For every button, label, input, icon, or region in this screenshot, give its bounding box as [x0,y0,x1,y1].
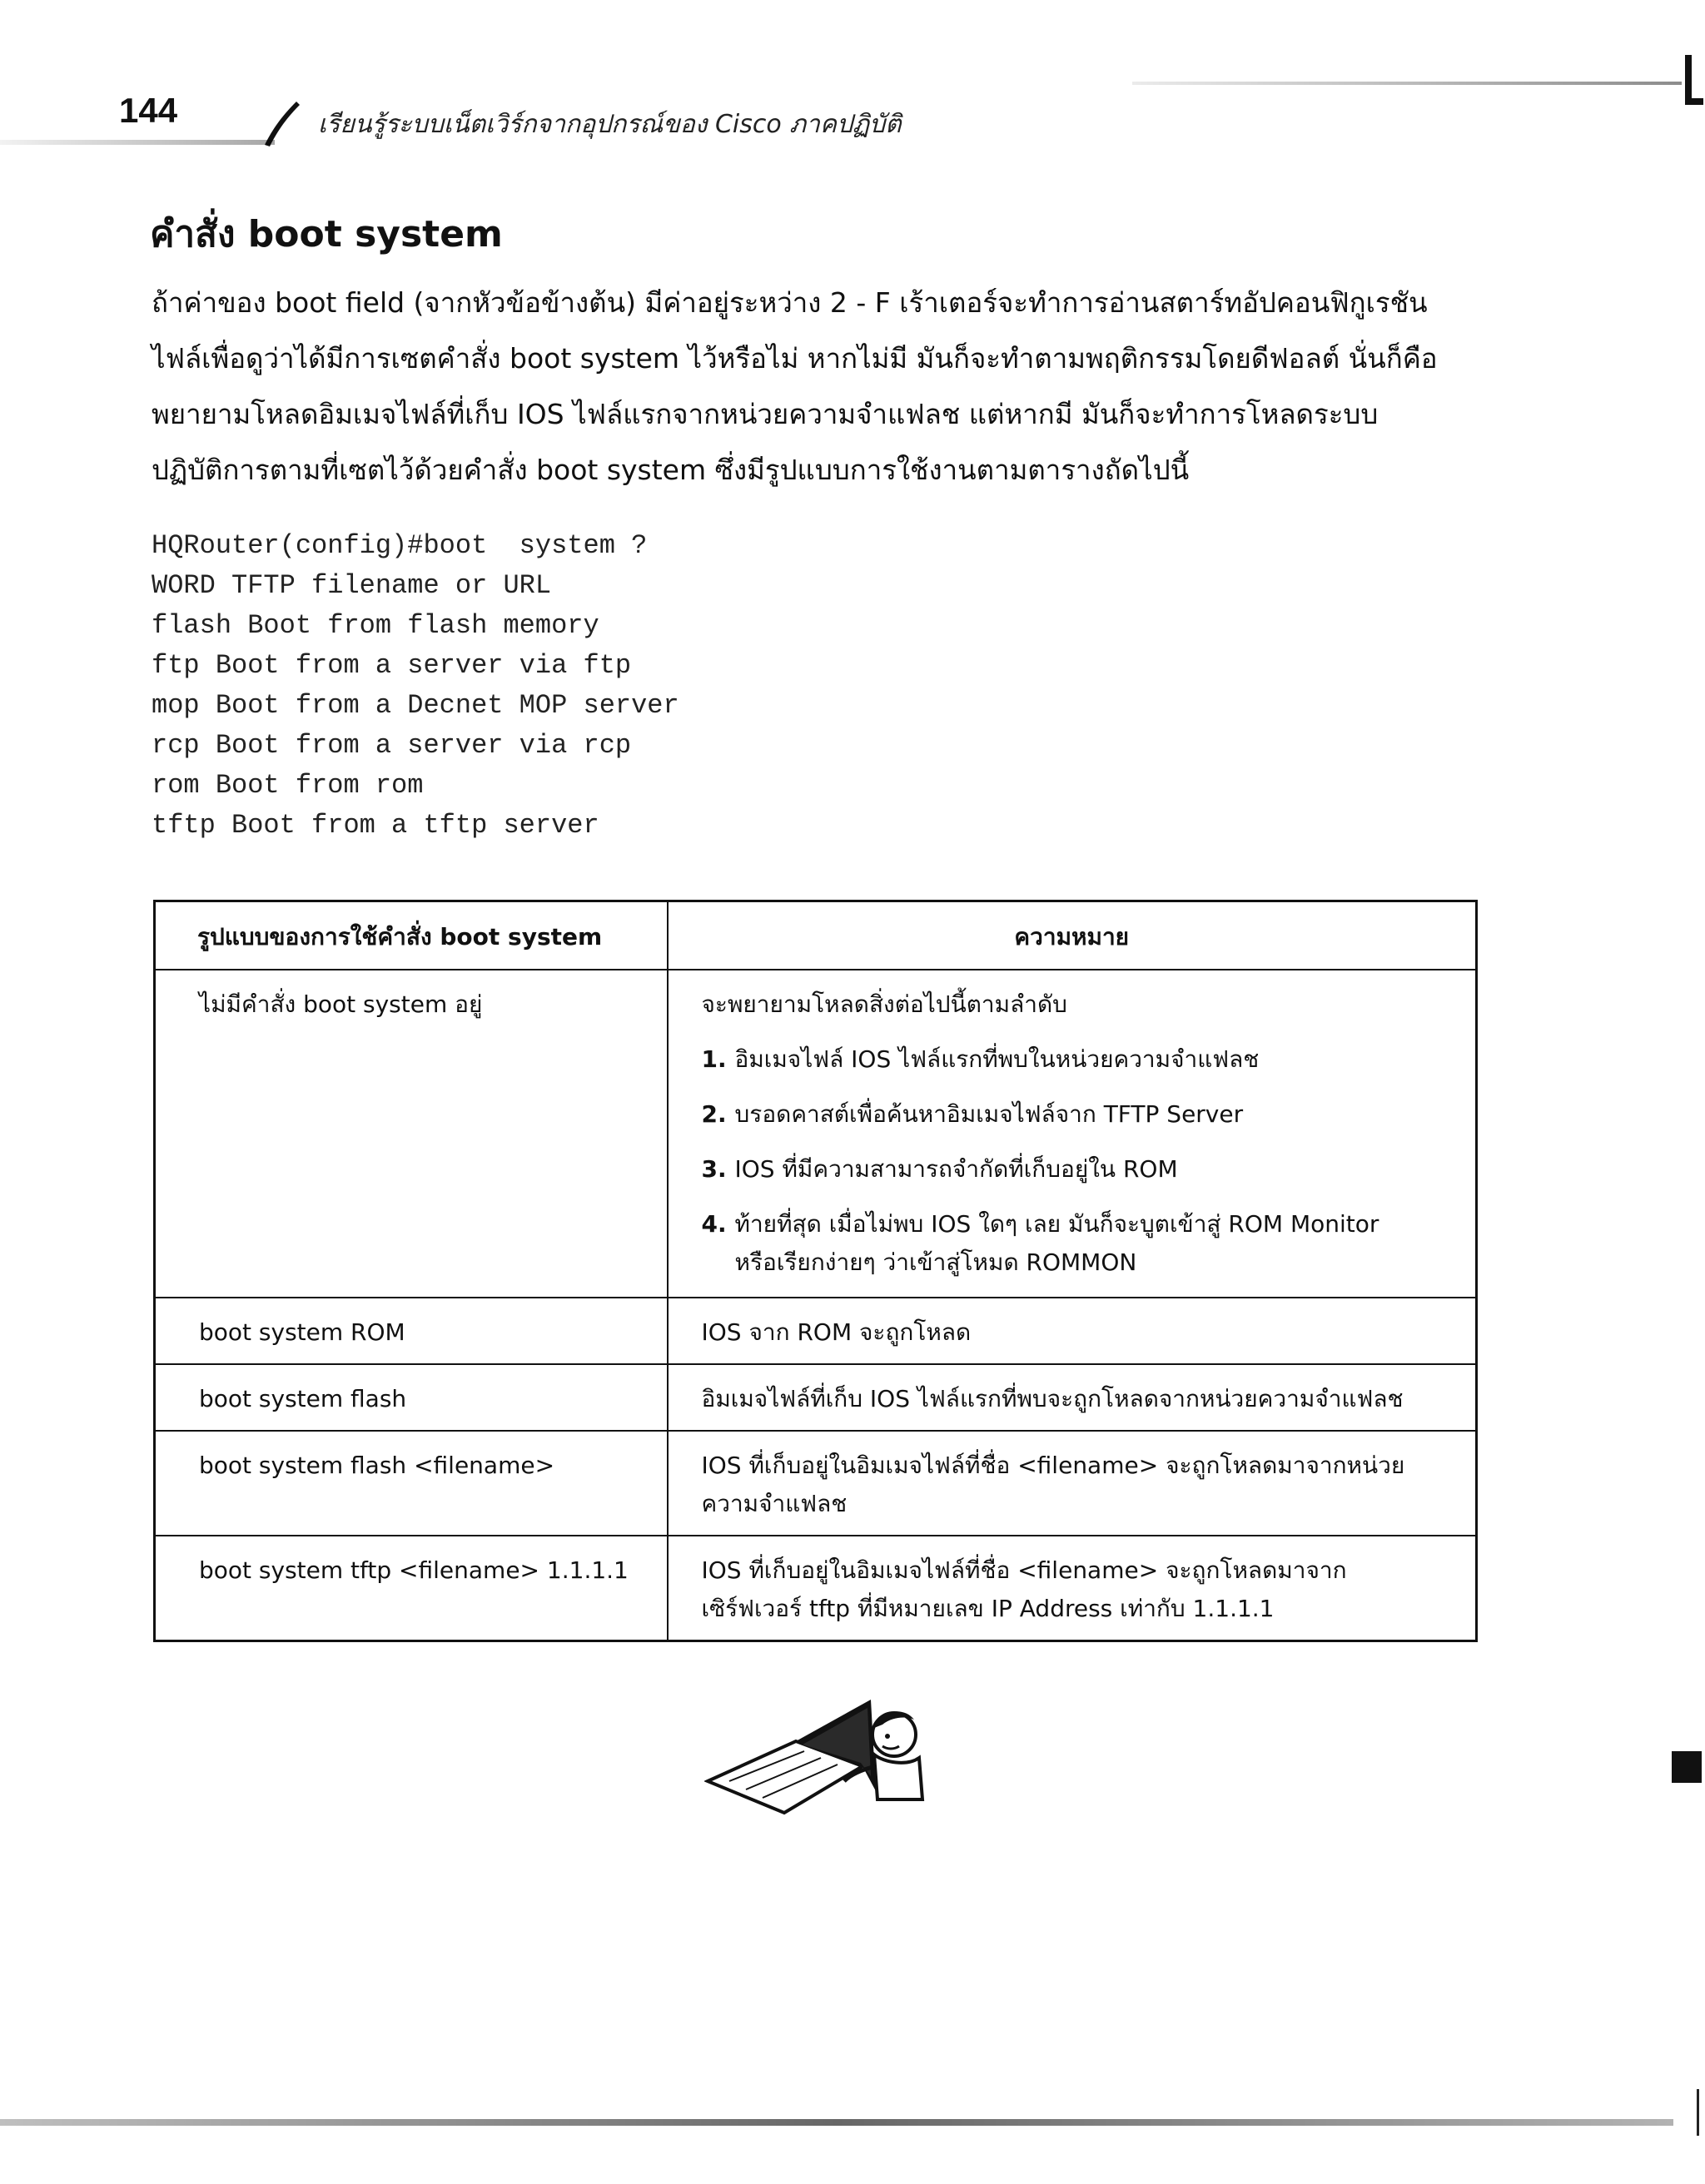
table-cell-syntax: boot system ROM [155,1298,668,1364]
table-row [155,1431,1477,1536]
table-cell-syntax: boot system flash [155,1364,668,1431]
code-line: mop Boot from a Decnet MOP server [152,690,679,721]
footer-rule [0,2119,1673,2126]
list-number: 2. [701,1100,727,1128]
list-item [702,1095,1459,1134]
table-header-meaning: ความหมาย [668,901,1477,970]
list-number: 4. [701,1210,727,1238]
footer-crop-mark [1697,2089,1699,2136]
meaning-text: IOS ที่เก็บอยู่ในอิมเมจไฟล์ที่ชื่อ <filename> จะถูกโหลดมาจาก [701,1556,1347,1584]
side-thumb-tab [1672,1751,1702,1783]
list-item [702,1150,1459,1189]
table-header-syntax: รูปแบบของการใช้คำสั่ง boot system [155,901,668,970]
code-line: WORD TFTP filename or URL [152,570,552,601]
paragraph-line: ถ้าค่าของ boot field (จากหัวข้อข้างต้น) มีค่าอยู่ระหว่าง 2 - F เร้าเตอร์จะทำการอ่านสตาร์ทอัปคอนฟิกูเรชัน [152,286,1428,319]
list-item [702,1205,1459,1282]
person-at-computer-icon [704,1683,929,1816]
code-line: ftp Boot from a server via ftp [152,650,632,681]
intro-paragraph [152,275,1484,498]
list-text: อิมเมจไฟล์ IOS ไฟล์แรกที่พบในหน่วยความจำแฟลช [734,1045,1260,1073]
table-cell-meaning [668,1536,1477,1641]
table-cell-meaning [668,1364,1477,1431]
meaning-text: IOS ที่เก็บอยู่ในอิมเมจไฟล์ที่ชื่อ <filename> จะถูกโหลดมาจากหน่วย [701,1452,1405,1479]
table-row [155,1536,1477,1641]
meaning-intro: จะพยายามโหลดสิ่งต่อไปนี้ตามลำดับ [701,990,1067,1018]
table-cell-meaning [668,1298,1477,1364]
table-cell-meaning [668,1431,1477,1536]
cli-code-listing [152,526,679,846]
meaning-text-continuation: ความจำแฟลช [701,1490,848,1517]
meaning-text-continuation: เซิร์ฟเวอร์ tftp ที่มีหมายเลข IP Address เท่ากับ 1.1.1.1 [701,1595,1275,1622]
list-number: 1. [701,1045,727,1073]
meaning-text: อิมเมจไฟล์ที่เก็บ IOS ไฟล์แรกที่พบจะถูกโหลดจากหน่วยความจำแฟลช [701,1385,1404,1412]
running-head-title: เรียนรู้ระบบเน็ตเวิร์กจากอุปกรณ์ของ Cisco ภาคปฏิบัติ [318,110,902,139]
code-line: flash Boot from flash memory [152,610,599,641]
paragraph-line: พยายามโหลดอิมเมจไฟล์ที่เก็บ IOS ไฟล์แรกจากหน่วยความจำแฟลช แต่หากมี มันก็จะทำการโหลดระบบ [152,398,1379,430]
section-title: คำสั่ง boot system [150,213,503,256]
paragraph-line: ไฟล์เพื่อดูว่าได้มีการเซตคำสั่ง boot system ไว้หรือไม่ หากไม่มี มันก็จะทำตามพฤติกรรมโดยดีฟอลต์ นั่นก็คือ [152,342,1438,375]
list-text: ท้ายที่สุด เมื่อไม่พบ IOS ใดๆ เลย มันก็จะบูตเข้าสู่ ROM Monitor [734,1210,1379,1238]
table-row [155,1364,1477,1431]
table-cell-syntax: boot system tftp <filename> 1.1.1.1 [155,1536,668,1641]
code-line: tftp Boot from a tftp server [152,810,599,841]
table-cell-syntax: boot system flash <filename> [155,1431,668,1536]
list-text: บรอดคาสต์เพื่อค้นหาอิมเมจไฟล์จาก TFTP Server [734,1100,1244,1128]
list-text: IOS ที่มีความสามารถจำกัดที่เก็บอยู่ใน ROM [734,1155,1178,1183]
boot-system-table [153,900,1478,1642]
code-line: rom Boot from rom [152,770,424,801]
table-cell-syntax: ไม่มีคำสั่ง boot system อยู่ [155,970,668,1298]
code-line: HQRouter(config)#boot system ? [152,530,648,561]
meaning-text: IOS จาก ROM จะถูกโหลด [701,1318,972,1346]
table-row [155,970,1477,1298]
code-line: rcp Boot from a server via rcp [152,730,632,761]
header-decorative-rule-left [0,140,275,145]
table-row [155,1298,1477,1364]
crop-mark-vertical [1685,55,1692,105]
table-cell-meaning [668,970,1477,1298]
crop-mark-horizontal [1685,98,1703,105]
list-item [702,1040,1459,1079]
table-header-row [155,901,1477,970]
page-number: 144 [119,91,178,130]
list-text-continuation: หรือเรียกง่ายๆ ว่าเข้าสู่โหมด ROMMON [734,1248,1137,1276]
header-decorative-rule-right [1132,82,1682,85]
paragraph-line: ปฏิบัติการตามที่เซตไว้ด้วยคำสั่ง boot system ซึ่งมีรูปแบบการใช้งานตามตารางถัดไปนี้ [152,454,1190,486]
list-number: 3. [701,1155,727,1183]
